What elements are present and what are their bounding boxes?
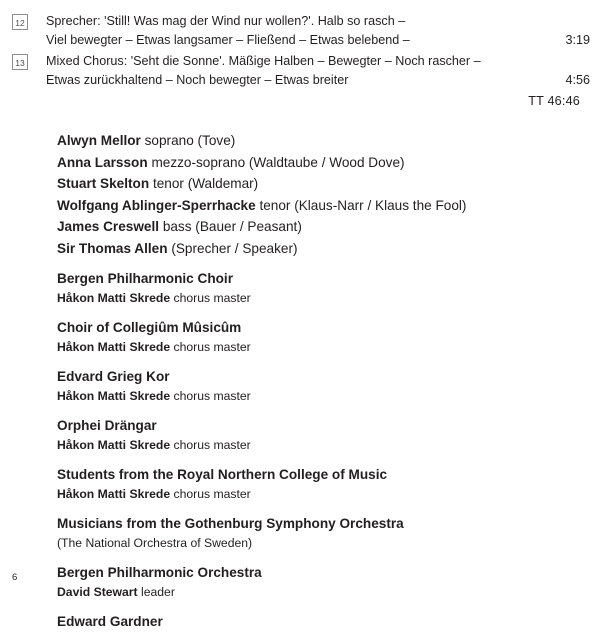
leader-role: leader — [141, 584, 175, 599]
track-number: 12 — [12, 14, 28, 30]
credit-line — [57, 216, 577, 238]
performer-role: tenor (Klaus-Narr / Klaus the Fool) — [259, 197, 467, 213]
ensemble-name: Musicians from the Gothenburg Symphony Orchestra — [57, 516, 404, 531]
credit-block — [57, 268, 577, 308]
credit-subline — [57, 534, 577, 554]
ensemble-name: Bergen Philharmonic Orchestra — [57, 565, 262, 580]
track-title-line: Viel bewegter – Etwas langsamer – Fließend – Etwas belebend – — [46, 33, 410, 47]
credit-subline — [57, 485, 577, 505]
credit-block — [57, 464, 577, 504]
credit-block — [57, 611, 577, 633]
performer-role: (Sprecher / Speaker) — [171, 240, 298, 256]
ensemble-name: Orphei Drängar — [57, 418, 157, 433]
credit-line — [57, 464, 577, 486]
chorus-master-name: Håkon Matti Skrede — [57, 388, 171, 403]
track-title-line: Etwas zurückhaltend – Noch bewegter – Etwas breiter — [46, 73, 349, 87]
credit-line — [57, 130, 577, 152]
track-title — [46, 52, 514, 90]
performer-credits — [57, 130, 577, 633]
track-row — [0, 12, 600, 50]
credit-line — [57, 268, 577, 290]
track-listing — [0, 12, 600, 111]
track-duration: 4:56 — [565, 73, 590, 87]
chorus-master-role: chorus master — [173, 388, 251, 403]
credit-block — [57, 152, 577, 174]
chorus-master-role: chorus master — [173, 486, 251, 501]
performer-name: James Creswell — [57, 219, 160, 234]
track-row — [0, 52, 600, 90]
credit-block — [57, 415, 577, 455]
chorus-master-role: chorus master — [173, 290, 251, 305]
credit-line — [57, 317, 577, 339]
credit-line — [57, 195, 577, 217]
track-title — [46, 12, 514, 50]
track-title-line: Mixed Chorus: 'Seht die Sonne'. Mäßige Halben – Bewegter – Noch rascher – — [46, 54, 481, 68]
performer-role: tenor (Waldemar) — [152, 176, 259, 191]
conductor-name: Edward Gardner — [57, 614, 163, 629]
credit-block — [57, 238, 577, 260]
ensemble-name: Edvard Grieg Kor — [57, 369, 170, 384]
credit-block — [57, 562, 577, 602]
performer-name: Sir Thomas Allen — [57, 240, 168, 256]
chorus-master-name: Håkon Matti Skrede — [57, 486, 171, 501]
performer-role: mezzo-soprano (Waldtaube / Wood Dove) — [151, 154, 405, 170]
track-title-line: Sprecher: 'Still! Was mag der Wind nur wollen?'. Halb so rasch – — [46, 14, 406, 28]
performer-role: soprano (Tove) — [144, 133, 236, 148]
chorus-master-name: Håkon Matti Skrede — [57, 437, 171, 452]
credit-line — [57, 415, 577, 437]
performer-name: Alwyn Mellor — [57, 133, 141, 148]
credit-block — [57, 513, 577, 553]
credit-subline — [57, 583, 577, 603]
credit-block — [57, 130, 577, 152]
credit-block — [57, 195, 577, 217]
chorus-master-role: chorus master — [173, 437, 251, 452]
performer-name: Anna Larsson — [57, 154, 148, 170]
track-number: 13 — [12, 54, 28, 70]
ensemble-name: Choir of Collegiûm Mûsicûm — [57, 320, 242, 335]
credit-block — [57, 317, 577, 357]
credit-line — [57, 152, 577, 174]
credit-block — [57, 173, 577, 195]
performer-role: bass (Bauer / Peasant) — [162, 219, 302, 234]
credit-block — [57, 366, 577, 406]
ensemble-name: Students from the Royal Northern College of Music — [57, 467, 388, 482]
leader-name: David Stewart — [57, 584, 138, 599]
credit-subline — [57, 387, 577, 407]
credit-subline — [57, 436, 577, 456]
ensemble-name: Bergen Philharmonic Choir — [57, 271, 233, 286]
credit-line — [57, 173, 577, 195]
track-duration: 3:19 — [565, 33, 590, 47]
total-time: TT 46:46 — [528, 94, 580, 108]
chorus-master-name: Håkon Matti Skrede — [57, 290, 171, 305]
performer-name: Stuart Skelton — [57, 176, 150, 191]
ensemble-alt-name: (The National Orchestra of Sweden) — [57, 535, 253, 550]
performer-name: Wolfgang Ablinger-Sperrhacke — [57, 197, 256, 213]
credit-line — [57, 513, 577, 535]
page-number: 6 — [12, 572, 18, 583]
credit-line — [57, 562, 577, 584]
credit-line — [57, 366, 577, 388]
credit-subline — [57, 289, 577, 309]
credit-subline — [57, 338, 577, 358]
credit-block — [57, 216, 577, 238]
credit-line — [57, 611, 577, 633]
chorus-master-role: chorus master — [173, 339, 251, 354]
chorus-master-name: Håkon Matti Skrede — [57, 339, 171, 354]
credit-line — [57, 238, 577, 260]
